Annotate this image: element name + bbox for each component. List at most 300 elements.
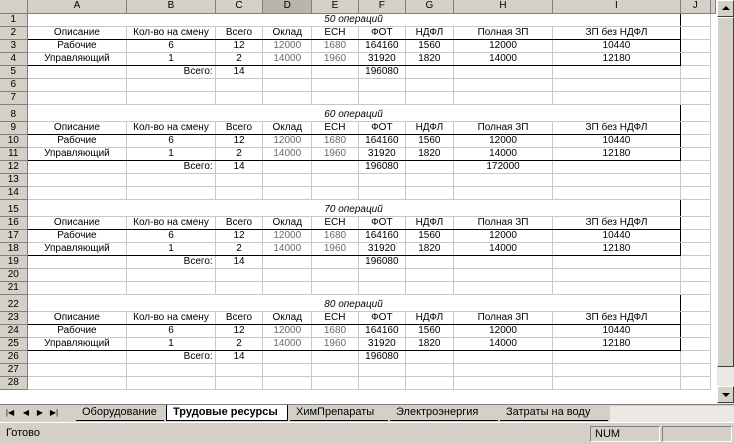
data-cell[interactable]: 12000 xyxy=(263,39,312,52)
row-header[interactable]: 1 xyxy=(0,13,27,26)
block-title[interactable]: 50 операций xyxy=(27,13,680,26)
empty-cell[interactable] xyxy=(680,294,710,311)
total-count[interactable]: 14 xyxy=(215,350,263,363)
empty-cell[interactable] xyxy=(680,186,710,199)
empty-cell[interactable] xyxy=(215,173,263,186)
data-cell[interactable]: 6 xyxy=(127,134,215,147)
total-full-salary[interactable] xyxy=(453,255,553,268)
empty-cell[interactable] xyxy=(680,281,710,294)
column-label[interactable]: ЕСН xyxy=(312,26,358,39)
column-label[interactable]: Всего xyxy=(215,26,263,39)
empty-cell[interactable] xyxy=(453,281,553,294)
empty-cell[interactable] xyxy=(263,350,312,363)
block-title[interactable]: 70 операций xyxy=(27,199,680,216)
empty-cell[interactable] xyxy=(405,173,453,186)
empty-cell[interactable] xyxy=(358,268,405,281)
data-cell[interactable]: 12000 xyxy=(263,229,312,242)
data-cell[interactable]: 1 xyxy=(127,242,215,255)
row-header[interactable]: 26 xyxy=(0,350,27,363)
empty-cell[interactable] xyxy=(680,39,710,52)
data-cell[interactable]: 14000 xyxy=(453,52,553,65)
empty-cell[interactable] xyxy=(312,173,358,186)
row-header[interactable]: 22 xyxy=(0,294,27,311)
data-cell[interactable]: Рабочие xyxy=(27,134,127,147)
row-header[interactable]: 11 xyxy=(0,147,27,160)
column-label[interactable]: НДФЛ xyxy=(405,216,453,229)
data-cell[interactable]: 1560 xyxy=(405,229,453,242)
column-label[interactable]: Кол-во на смену xyxy=(127,26,215,39)
data-cell[interactable]: 10440 xyxy=(553,39,680,52)
empty-cell[interactable] xyxy=(453,376,553,389)
empty-cell[interactable] xyxy=(312,281,358,294)
empty-cell[interactable] xyxy=(263,255,312,268)
total-label[interactable]: Всего: xyxy=(127,350,215,363)
row-header[interactable]: 10 xyxy=(0,134,27,147)
empty-cell[interactable] xyxy=(453,78,553,91)
row-header[interactable]: 12 xyxy=(0,160,27,173)
empty-cell[interactable] xyxy=(312,363,358,376)
column-header-i[interactable]: I xyxy=(553,0,680,13)
data-cell[interactable]: Рабочие xyxy=(27,324,127,337)
data-cell[interactable]: 14000 xyxy=(263,242,312,255)
column-label[interactable]: Всего xyxy=(215,311,263,324)
empty-cell[interactable] xyxy=(358,363,405,376)
empty-cell[interactable] xyxy=(680,311,710,324)
empty-cell[interactable] xyxy=(127,376,215,389)
data-cell[interactable]: 1960 xyxy=(312,242,358,255)
column-label[interactable]: ФОТ xyxy=(358,311,405,324)
data-cell[interactable]: Управляющий xyxy=(27,147,127,160)
column-label[interactable]: ФОТ xyxy=(358,121,405,134)
total-count[interactable]: 14 xyxy=(215,65,263,78)
data-cell[interactable]: Управляющий xyxy=(27,52,127,65)
row-header[interactable]: 5 xyxy=(0,65,27,78)
data-cell[interactable]: 31920 xyxy=(358,337,405,350)
empty-cell[interactable] xyxy=(312,376,358,389)
empty-cell[interactable] xyxy=(358,186,405,199)
empty-cell[interactable] xyxy=(27,350,127,363)
total-fot[interactable]: 196080 xyxy=(358,160,405,173)
total-fot[interactable]: 196080 xyxy=(358,350,405,363)
sheet-tab[interactable]: Оборудование xyxy=(76,405,164,421)
column-label[interactable]: Кол-во на смену xyxy=(127,121,215,134)
empty-cell[interactable] xyxy=(27,255,127,268)
sheet-tab[interactable]: ХимПрепараты xyxy=(290,405,388,421)
data-cell[interactable]: 2 xyxy=(215,337,263,350)
total-fot[interactable]: 196080 xyxy=(358,255,405,268)
data-cell[interactable]: Управляющий xyxy=(27,337,127,350)
total-full-salary[interactable]: 172000 xyxy=(453,160,553,173)
empty-cell[interactable] xyxy=(127,281,215,294)
empty-cell[interactable] xyxy=(680,255,710,268)
data-cell[interactable]: 14000 xyxy=(453,242,553,255)
empty-cell[interactable] xyxy=(215,186,263,199)
empty-cell[interactable] xyxy=(27,281,127,294)
data-cell[interactable]: 1 xyxy=(127,147,215,160)
data-cell[interactable]: 1560 xyxy=(405,39,453,52)
row-header[interactable]: 18 xyxy=(0,242,27,255)
column-header-c[interactable]: C xyxy=(215,0,263,13)
column-label[interactable]: ЗП без НДФЛ xyxy=(553,216,680,229)
sheet-tab[interactable]: Трудовые ресурсы xyxy=(166,405,288,421)
empty-cell[interactable] xyxy=(312,255,358,268)
empty-cell[interactable] xyxy=(405,160,453,173)
empty-cell[interactable] xyxy=(358,173,405,186)
vertical-scroll-thumb[interactable] xyxy=(717,17,734,367)
empty-cell[interactable] xyxy=(553,281,680,294)
column-header-h[interactable]: H xyxy=(453,0,553,13)
empty-cell[interactable] xyxy=(680,134,710,147)
block-title[interactable]: 80 операций xyxy=(27,294,680,311)
data-cell[interactable]: 14000 xyxy=(263,147,312,160)
empty-cell[interactable] xyxy=(405,350,453,363)
empty-cell[interactable] xyxy=(27,91,127,104)
data-cell[interactable]: 12000 xyxy=(453,134,553,147)
data-cell[interactable]: 12180 xyxy=(553,242,680,255)
data-cell[interactable]: 1680 xyxy=(312,134,358,147)
row-header[interactable]: 15 xyxy=(0,199,27,216)
row-header[interactable]: 19 xyxy=(0,255,27,268)
column-label[interactable]: Описание xyxy=(27,121,127,134)
data-cell[interactable]: 12 xyxy=(215,134,263,147)
empty-cell[interactable] xyxy=(263,186,312,199)
empty-cell[interactable] xyxy=(263,363,312,376)
row-header[interactable]: 8 xyxy=(0,104,27,121)
data-cell[interactable]: 164160 xyxy=(358,134,405,147)
empty-cell[interactable] xyxy=(263,78,312,91)
empty-cell[interactable] xyxy=(680,104,710,121)
data-cell[interactable]: 164160 xyxy=(358,39,405,52)
data-cell[interactable]: 12180 xyxy=(553,147,680,160)
empty-cell[interactable] xyxy=(127,173,215,186)
column-label[interactable]: Всего xyxy=(215,216,263,229)
column-label[interactable]: ЗП без НДФЛ xyxy=(553,121,680,134)
empty-cell[interactable] xyxy=(312,91,358,104)
next-sheet-icon[interactable]: ▶ xyxy=(36,408,44,417)
total-count[interactable]: 14 xyxy=(215,160,263,173)
column-label[interactable]: ЗП без НДФЛ xyxy=(553,26,680,39)
data-cell[interactable]: 2 xyxy=(215,242,263,255)
column-header-b[interactable]: B xyxy=(127,0,215,13)
empty-cell[interactable] xyxy=(680,13,710,26)
empty-cell[interactable] xyxy=(553,78,680,91)
empty-cell[interactable] xyxy=(405,65,453,78)
empty-cell[interactable] xyxy=(553,91,680,104)
scroll-down-button[interactable] xyxy=(717,386,734,403)
first-sheet-icon[interactable]: |◀ xyxy=(5,408,15,417)
empty-cell[interactable] xyxy=(553,173,680,186)
empty-cell[interactable] xyxy=(27,78,127,91)
empty-cell[interactable] xyxy=(680,147,710,160)
empty-cell[interactable] xyxy=(405,363,453,376)
data-cell[interactable]: 6 xyxy=(127,39,215,52)
column-label[interactable]: Полная ЗП xyxy=(453,311,553,324)
column-label[interactable]: ФОТ xyxy=(358,26,405,39)
data-cell[interactable]: 14000 xyxy=(263,52,312,65)
column-label[interactable]: НДФЛ xyxy=(405,26,453,39)
empty-cell[interactable] xyxy=(27,173,127,186)
empty-cell[interactable] xyxy=(553,186,680,199)
column-label[interactable]: ЕСН xyxy=(312,121,358,134)
empty-cell[interactable] xyxy=(680,376,710,389)
column-label[interactable]: Описание xyxy=(27,216,127,229)
empty-cell[interactable] xyxy=(680,160,710,173)
total-fot[interactable]: 196080 xyxy=(358,65,405,78)
row-header[interactable]: 7 xyxy=(0,91,27,104)
row-header[interactable]: 14 xyxy=(0,186,27,199)
data-cell[interactable]: 1560 xyxy=(405,134,453,147)
data-cell[interactable]: 14000 xyxy=(453,147,553,160)
row-header[interactable]: 24 xyxy=(0,324,27,337)
empty-cell[interactable] xyxy=(553,268,680,281)
empty-cell[interactable] xyxy=(263,160,312,173)
column-label[interactable]: Описание xyxy=(27,311,127,324)
empty-cell[interactable] xyxy=(405,78,453,91)
empty-cell[interactable] xyxy=(358,376,405,389)
column-header-d[interactable]: D xyxy=(263,0,312,13)
column-label[interactable]: Оклад xyxy=(263,311,312,324)
empty-cell[interactable] xyxy=(553,363,680,376)
data-cell[interactable]: 12180 xyxy=(553,52,680,65)
data-cell[interactable]: 12000 xyxy=(263,134,312,147)
row-header[interactable]: 25 xyxy=(0,337,27,350)
data-cell[interactable]: 10440 xyxy=(553,134,680,147)
scroll-up-button[interactable] xyxy=(717,0,734,17)
empty-cell[interactable] xyxy=(553,65,680,78)
empty-cell[interactable] xyxy=(312,65,358,78)
column-header-g[interactable]: G xyxy=(405,0,453,13)
empty-cell[interactable] xyxy=(263,65,312,78)
empty-cell[interactable] xyxy=(312,160,358,173)
column-label[interactable]: ЕСН xyxy=(312,311,358,324)
empty-cell[interactable] xyxy=(553,160,680,173)
data-cell[interactable]: 1960 xyxy=(312,337,358,350)
empty-cell[interactable] xyxy=(215,268,263,281)
empty-cell[interactable] xyxy=(453,268,553,281)
data-cell[interactable]: 164160 xyxy=(358,324,405,337)
data-cell[interactable]: 12 xyxy=(215,39,263,52)
empty-cell[interactable] xyxy=(453,186,553,199)
column-label[interactable]: Полная ЗП xyxy=(453,121,553,134)
data-cell[interactable]: 1820 xyxy=(405,242,453,255)
total-label[interactable]: Всего: xyxy=(127,255,215,268)
empty-cell[interactable] xyxy=(680,324,710,337)
column-label[interactable]: ЕСН xyxy=(312,216,358,229)
empty-cell[interactable] xyxy=(405,91,453,104)
data-cell[interactable]: 12180 xyxy=(553,337,680,350)
prev-sheet-icon[interactable]: ◀ xyxy=(22,408,30,417)
empty-cell[interactable] xyxy=(358,91,405,104)
data-cell[interactable]: 1820 xyxy=(405,52,453,65)
data-cell[interactable]: 1560 xyxy=(405,324,453,337)
empty-cell[interactable] xyxy=(215,363,263,376)
column-label[interactable]: НДФЛ xyxy=(405,121,453,134)
row-header[interactable]: 23 xyxy=(0,311,27,324)
empty-cell[interactable] xyxy=(680,65,710,78)
column-header-a[interactable]: A xyxy=(27,0,127,13)
total-full-salary[interactable] xyxy=(453,350,553,363)
empty-cell[interactable] xyxy=(680,78,710,91)
empty-cell[interactable] xyxy=(127,268,215,281)
column-label[interactable]: Оклад xyxy=(263,121,312,134)
row-header[interactable]: 6 xyxy=(0,78,27,91)
empty-cell[interactable] xyxy=(680,216,710,229)
empty-cell[interactable] xyxy=(127,78,215,91)
data-cell[interactable]: 1 xyxy=(127,52,215,65)
empty-cell[interactable] xyxy=(453,91,553,104)
empty-cell[interactable] xyxy=(215,376,263,389)
row-header[interactable]: 28 xyxy=(0,376,27,389)
data-cell[interactable]: 1680 xyxy=(312,39,358,52)
data-cell[interactable]: 1 xyxy=(127,337,215,350)
data-cell[interactable]: 2 xyxy=(215,52,263,65)
empty-cell[interactable] xyxy=(405,376,453,389)
column-label[interactable]: Полная ЗП xyxy=(453,26,553,39)
data-cell[interactable]: 1680 xyxy=(312,229,358,242)
empty-cell[interactable] xyxy=(27,376,127,389)
empty-cell[interactable] xyxy=(312,268,358,281)
empty-cell[interactable] xyxy=(453,363,553,376)
column-label[interactable]: Оклад xyxy=(263,216,312,229)
vertical-scrollbar[interactable] xyxy=(716,0,734,404)
row-header[interactable]: 4 xyxy=(0,52,27,65)
empty-cell[interactable] xyxy=(553,255,680,268)
data-cell[interactable]: 6 xyxy=(127,229,215,242)
block-title[interactable]: 60 операций xyxy=(27,104,680,121)
data-cell[interactable]: 31920 xyxy=(358,52,405,65)
empty-cell[interactable] xyxy=(453,173,553,186)
data-cell[interactable]: 2 xyxy=(215,147,263,160)
data-cell[interactable]: Управляющий xyxy=(27,242,127,255)
row-header[interactable]: 2 xyxy=(0,26,27,39)
data-cell[interactable]: 14000 xyxy=(453,337,553,350)
column-label[interactable]: ЗП без НДФЛ xyxy=(553,311,680,324)
empty-cell[interactable] xyxy=(127,91,215,104)
data-cell[interactable]: 1960 xyxy=(312,52,358,65)
empty-cell[interactable] xyxy=(312,78,358,91)
row-header[interactable]: 21 xyxy=(0,281,27,294)
column-label[interactable]: Кол-во на смену xyxy=(127,311,215,324)
empty-cell[interactable] xyxy=(27,363,127,376)
column-label[interactable]: Всего xyxy=(215,121,263,134)
column-label[interactable]: ФОТ xyxy=(358,216,405,229)
column-label[interactable]: НДФЛ xyxy=(405,311,453,324)
empty-cell[interactable] xyxy=(27,65,127,78)
column-label[interactable]: Оклад xyxy=(263,26,312,39)
empty-cell[interactable] xyxy=(680,199,710,216)
data-cell[interactable]: 6 xyxy=(127,324,215,337)
empty-cell[interactable] xyxy=(312,186,358,199)
empty-cell[interactable] xyxy=(405,255,453,268)
data-cell[interactable]: 31920 xyxy=(358,242,405,255)
row-header[interactable]: 20 xyxy=(0,268,27,281)
empty-cell[interactable] xyxy=(680,91,710,104)
empty-cell[interactable] xyxy=(680,363,710,376)
empty-cell[interactable] xyxy=(215,91,263,104)
empty-cell[interactable] xyxy=(553,350,680,363)
data-cell[interactable]: 1820 xyxy=(405,147,453,160)
data-cell[interactable]: 12000 xyxy=(453,39,553,52)
column-label[interactable]: Полная ЗП xyxy=(453,216,553,229)
data-cell[interactable]: 12 xyxy=(215,229,263,242)
empty-cell[interactable] xyxy=(680,337,710,350)
empty-cell[interactable] xyxy=(263,173,312,186)
row-header[interactable]: 3 xyxy=(0,39,27,52)
empty-cell[interactable] xyxy=(312,350,358,363)
empty-cell[interactable] xyxy=(127,363,215,376)
empty-cell[interactable] xyxy=(215,281,263,294)
row-header[interactable]: 9 xyxy=(0,121,27,134)
data-cell[interactable]: 10440 xyxy=(553,324,680,337)
total-label[interactable]: Всего: xyxy=(127,160,215,173)
last-sheet-icon[interactable]: ▶| xyxy=(49,408,59,417)
data-cell[interactable]: 1960 xyxy=(312,147,358,160)
total-full-salary[interactable] xyxy=(453,65,553,78)
empty-cell[interactable] xyxy=(680,121,710,134)
column-header-f[interactable]: F xyxy=(358,0,405,13)
data-cell[interactable]: 31920 xyxy=(358,147,405,160)
row-header[interactable]: 16 xyxy=(0,216,27,229)
total-count[interactable]: 14 xyxy=(215,255,263,268)
data-cell[interactable]: 10440 xyxy=(553,229,680,242)
empty-cell[interactable] xyxy=(680,268,710,281)
empty-cell[interactable] xyxy=(263,91,312,104)
data-cell[interactable]: 1680 xyxy=(312,324,358,337)
column-label[interactable]: Описание xyxy=(27,26,127,39)
empty-cell[interactable] xyxy=(27,186,127,199)
empty-cell[interactable] xyxy=(680,52,710,65)
empty-cell[interactable] xyxy=(405,268,453,281)
total-label[interactable]: Всего: xyxy=(127,65,215,78)
column-label[interactable]: Кол-во на смену xyxy=(127,216,215,229)
column-header-j[interactable]: J xyxy=(680,0,710,13)
data-cell[interactable]: 12000 xyxy=(453,324,553,337)
data-cell[interactable]: Рабочие xyxy=(27,229,127,242)
empty-cell[interactable] xyxy=(680,350,710,363)
data-cell[interactable]: 12000 xyxy=(453,229,553,242)
empty-cell[interactable] xyxy=(358,281,405,294)
column-header-e[interactable]: E xyxy=(312,0,358,13)
row-header[interactable]: 17 xyxy=(0,229,27,242)
sheet-tab[interactable]: Затраты на воду xyxy=(500,405,608,421)
data-cell[interactable]: 14000 xyxy=(263,337,312,350)
empty-cell[interactable] xyxy=(405,186,453,199)
data-cell[interactable]: 12 xyxy=(215,324,263,337)
empty-cell[interactable] xyxy=(27,268,127,281)
data-cell[interactable]: 164160 xyxy=(358,229,405,242)
empty-cell[interactable] xyxy=(263,281,312,294)
empty-cell[interactable] xyxy=(263,376,312,389)
empty-cell[interactable] xyxy=(680,173,710,186)
horizontal-scrollbar[interactable] xyxy=(610,406,734,422)
empty-cell[interactable] xyxy=(680,26,710,39)
data-cell[interactable]: 12000 xyxy=(263,324,312,337)
empty-cell[interactable] xyxy=(405,281,453,294)
empty-cell[interactable] xyxy=(127,186,215,199)
empty-cell[interactable] xyxy=(553,376,680,389)
empty-cell[interactable] xyxy=(358,78,405,91)
row-header[interactable]: 13 xyxy=(0,173,27,186)
empty-cell[interactable] xyxy=(680,229,710,242)
empty-cell[interactable] xyxy=(215,78,263,91)
row-header[interactable]: 27 xyxy=(0,363,27,376)
data-cell[interactable]: 1820 xyxy=(405,337,453,350)
select-all-corner[interactable] xyxy=(0,0,27,13)
empty-cell[interactable] xyxy=(27,160,127,173)
empty-cell[interactable] xyxy=(263,268,312,281)
data-cell[interactable]: Рабочие xyxy=(27,39,127,52)
sheet-tab[interactable]: Электроэнергия xyxy=(390,405,498,421)
